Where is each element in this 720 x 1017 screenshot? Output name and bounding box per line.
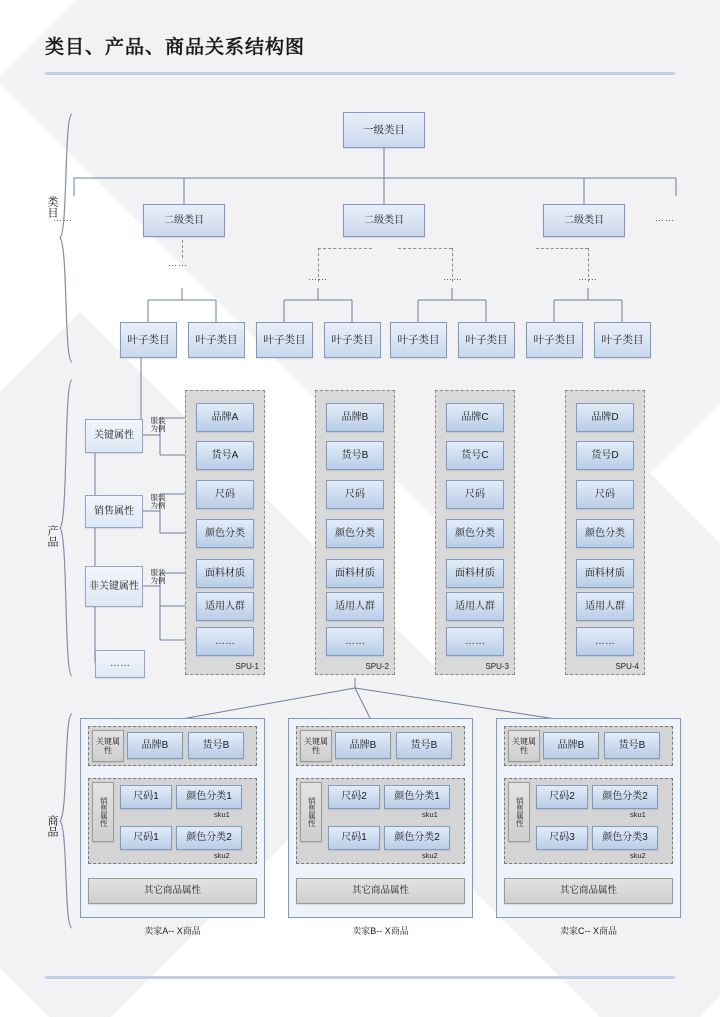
dashed-span-2 xyxy=(318,248,372,249)
seller-c-sku2-size: 尺码3 xyxy=(536,826,588,850)
category-level2-2: 二级类目 xyxy=(343,204,425,237)
seller-b-sku2-size: 尺码1 xyxy=(328,826,380,850)
leaf-category-7: 叶子类目 xyxy=(526,322,583,358)
category-level1: 一级类目 xyxy=(343,112,425,148)
leaf-category-3: 叶子类目 xyxy=(256,322,313,358)
spu3-item-1: 品牌C xyxy=(446,403,504,432)
section-label-goods: 商品 xyxy=(46,815,59,837)
seller-b-caption: 卖家B-- X商品 xyxy=(352,926,409,936)
category-level2-1: 二级类目 xyxy=(143,204,225,237)
spu2-item-5: 面料材质 xyxy=(326,559,384,588)
spu3-item-6: 适用人群 xyxy=(446,592,504,621)
attr-note-key: 服装为例 xyxy=(150,416,166,433)
seller-c-key-attr-label: 关键属性 xyxy=(508,730,540,762)
seller-a-sku1-size: 尺码1 xyxy=(120,785,172,809)
spu4-item-5: 面料材质 xyxy=(576,559,634,588)
spu1-item-4: 颜色分类 xyxy=(196,519,254,548)
category-ellipsis-mid-2: …… xyxy=(308,272,328,282)
spu4-item-1: 品牌D xyxy=(576,403,634,432)
seller-c-caption: 卖家C-- X商品 xyxy=(560,926,617,936)
dashed-span-3 xyxy=(398,248,452,249)
spu4-item-7: …… xyxy=(576,627,634,656)
attr-group-key: 关键属性 xyxy=(85,419,143,453)
spu-label-1: SPU-1 xyxy=(235,662,259,671)
attr-note-sale: 服装为例 xyxy=(150,493,166,510)
seller-b-other-attrs: 其它商品属性 xyxy=(296,878,465,904)
seller-a-sku1-tag: sku1 xyxy=(214,810,230,819)
seller-a-sale-attr-label: 销售属性 xyxy=(92,782,114,842)
spu2-item-2: 货号B xyxy=(326,441,384,470)
category-ellipsis-mid-4: …… xyxy=(578,272,598,282)
seller-c-sku2-tag: sku2 xyxy=(630,851,646,860)
spu1-item-6: 适用人群 xyxy=(196,592,254,621)
spu4-item-3: 尺码 xyxy=(576,480,634,509)
seller-a-caption: 卖家A-- X商品 xyxy=(144,926,201,936)
spu3-item-2: 货号C xyxy=(446,441,504,470)
attr-group-sale: 销售属性 xyxy=(85,495,143,528)
seller-c-other-attrs: 其它商品属性 xyxy=(504,878,673,904)
dashed-drop-1 xyxy=(182,240,183,258)
page-title: 类目、产品、商品关系结构图 xyxy=(45,37,306,58)
seller-b-sale-attr-label: 销售属性 xyxy=(300,782,322,842)
seller-a-key-attr-2: 货号B xyxy=(188,732,244,759)
spu3-item-4: 颜色分类 xyxy=(446,519,504,548)
spu3-item-7: …… xyxy=(446,627,504,656)
leaf-category-2: 叶子类目 xyxy=(188,322,245,358)
spu3-item-5: 面料材质 xyxy=(446,559,504,588)
spu1-item-3: 尺码 xyxy=(196,480,254,509)
spu-label-3: SPU-3 xyxy=(485,662,509,671)
seller-a-sku2-tag: sku2 xyxy=(214,851,230,860)
leaf-category-6: 叶子类目 xyxy=(458,322,515,358)
seller-c-key-attr-1: 品牌B xyxy=(543,732,599,759)
spu2-item-7: …… xyxy=(326,627,384,656)
title-rule xyxy=(45,72,675,75)
spu4-item-2: 货号D xyxy=(576,441,634,470)
seller-b-sku2-tag: sku2 xyxy=(422,851,438,860)
seller-a-sku2-color: 颜色分类2 xyxy=(176,826,242,850)
category-ellipsis-right: …… xyxy=(655,213,675,223)
spu2-item-1: 品牌B xyxy=(326,403,384,432)
seller-c-sku1-size: 尺码2 xyxy=(536,785,588,809)
seller-b-key-attr-label: 关键属性 xyxy=(300,730,332,762)
seller-c-sku1-color: 颜色分类2 xyxy=(592,785,658,809)
seller-a-sku1-color: 颜色分类1 xyxy=(176,785,242,809)
spu4-item-4: 颜色分类 xyxy=(576,519,634,548)
attr-group-nonkey: 非关键属性 xyxy=(85,566,143,607)
seller-b-sku1-size: 尺码2 xyxy=(328,785,380,809)
attr-group-more: …… xyxy=(95,650,145,678)
seller-b-sku1-color: 颜色分类1 xyxy=(384,785,450,809)
spu4-item-6: 适用人群 xyxy=(576,592,634,621)
brace-product xyxy=(58,378,74,678)
spu1-item-7: …… xyxy=(196,627,254,656)
spu2-item-6: 适用人群 xyxy=(326,592,384,621)
spu2-item-4: 颜色分类 xyxy=(326,519,384,548)
category-level2-3: 二级类目 xyxy=(543,204,625,237)
leaf-category-5: 叶子类目 xyxy=(390,322,447,358)
section-label-product: 产品 xyxy=(46,525,59,547)
leaf-category-4: 叶子类目 xyxy=(324,322,381,358)
spu2-item-3: 尺码 xyxy=(326,480,384,509)
category-ellipsis-mid-3: …… xyxy=(443,272,463,282)
seller-c-key-attr-2: 货号B xyxy=(604,732,660,759)
spu-label-2: SPU-2 xyxy=(365,662,389,671)
section-label-category: 类目 xyxy=(46,196,59,218)
seller-c-sku1-tag: sku1 xyxy=(630,810,646,819)
spu3-item-3: 尺码 xyxy=(446,480,504,509)
spu1-item-1: 品牌A xyxy=(196,403,254,432)
spu-label-4: SPU-4 xyxy=(615,662,639,671)
dashed-span-4 xyxy=(536,248,588,249)
brace-goods xyxy=(58,712,74,930)
seller-a-other-attrs: 其它商品属性 xyxy=(88,878,257,904)
seller-b-sku2-color: 颜色分类2 xyxy=(384,826,450,850)
seller-b-key-attr-2: 货号B xyxy=(396,732,452,759)
category-ellipsis-mid-1: …… xyxy=(168,258,188,268)
spu1-item-2: 货号A xyxy=(196,441,254,470)
leaf-category-8: 叶子类目 xyxy=(594,322,651,358)
category-ellipsis-left: …… xyxy=(53,213,73,223)
seller-a-key-attr-1: 品牌B xyxy=(127,732,183,759)
seller-c-sale-attr-label: 销售属性 xyxy=(508,782,530,842)
seller-a-sku2-size: 尺码1 xyxy=(120,826,172,850)
leaf-category-1: 叶子类目 xyxy=(120,322,177,358)
spu1-item-5: 面料材质 xyxy=(196,559,254,588)
seller-c-sku2-color: 颜色分类3 xyxy=(592,826,658,850)
seller-a-key-attr-label: 关键属性 xyxy=(92,730,124,762)
brace-category xyxy=(58,112,74,364)
seller-b-key-attr-1: 品牌B xyxy=(335,732,391,759)
attr-note-nonkey: 服装为例 xyxy=(150,568,166,585)
seller-b-sku1-tag: sku1 xyxy=(422,810,438,819)
